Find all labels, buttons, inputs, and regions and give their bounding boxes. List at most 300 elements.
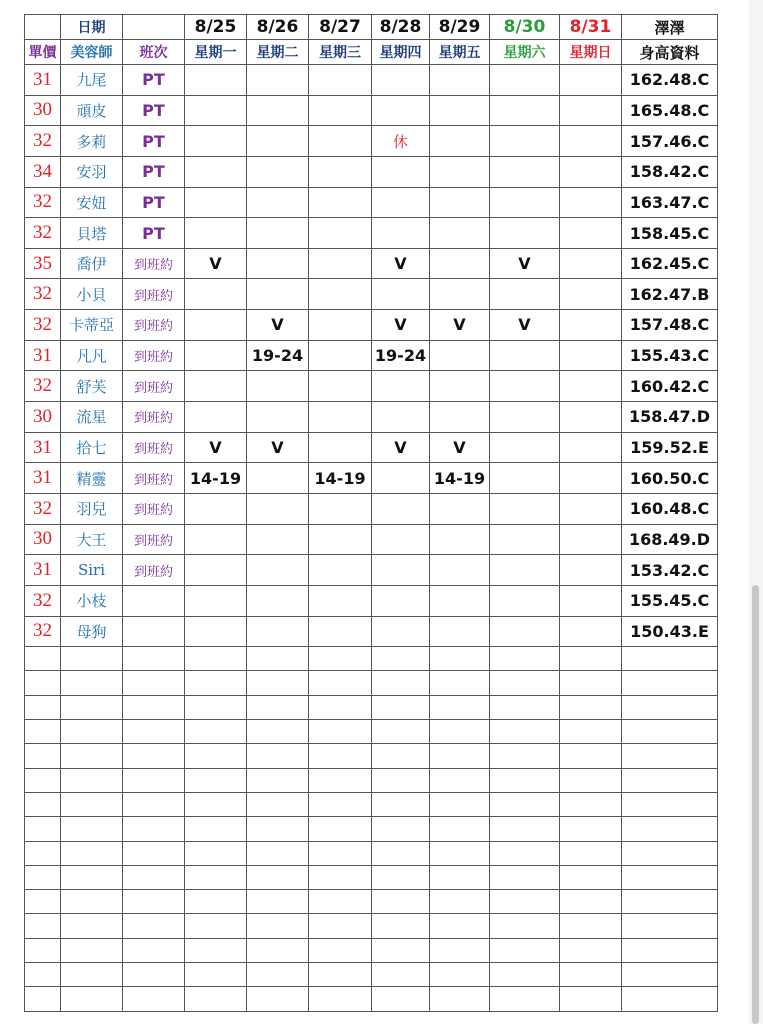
stylist-name-cell: 卡蒂亞 bbox=[61, 310, 123, 341]
day-cell bbox=[490, 432, 560, 463]
day-cell bbox=[490, 218, 560, 249]
date-header: 8/29 bbox=[430, 15, 490, 40]
day-cell bbox=[185, 65, 247, 96]
day-cell bbox=[247, 493, 309, 524]
day-cell bbox=[490, 402, 560, 433]
weekday-header-saturday: 星期六 bbox=[490, 40, 560, 65]
day-cell bbox=[372, 279, 430, 310]
day-cell bbox=[309, 156, 372, 187]
blank-cell bbox=[490, 865, 560, 889]
day-cell bbox=[309, 65, 372, 96]
blank-cell bbox=[490, 817, 560, 841]
blank-cell bbox=[430, 865, 490, 889]
blank-row bbox=[25, 890, 718, 914]
blank-cell bbox=[123, 914, 185, 938]
blank-cell bbox=[185, 938, 247, 962]
day-cell bbox=[372, 616, 430, 647]
day-cell bbox=[430, 555, 490, 586]
height-cell: 155.45.C bbox=[622, 585, 718, 616]
day-cell: V bbox=[247, 310, 309, 341]
blank-cell bbox=[185, 865, 247, 889]
shift-cell: PT bbox=[123, 187, 185, 218]
height-cell: 150.43.E bbox=[622, 616, 718, 647]
blank-cell bbox=[490, 768, 560, 792]
blank-cell bbox=[123, 817, 185, 841]
blank-row bbox=[25, 817, 718, 841]
day-cell bbox=[560, 65, 622, 96]
day-cell bbox=[430, 187, 490, 218]
price-cell: 30 bbox=[25, 402, 61, 433]
blank-cell bbox=[309, 841, 372, 865]
blank-cell bbox=[309, 720, 372, 744]
blank-cell bbox=[247, 841, 309, 865]
shift-cell bbox=[123, 585, 185, 616]
blank-cell bbox=[185, 890, 247, 914]
blank-cell bbox=[309, 987, 372, 1011]
day-cell bbox=[430, 585, 490, 616]
day-cell: 19-24 bbox=[247, 340, 309, 371]
day-cell bbox=[372, 187, 430, 218]
blank-cell bbox=[309, 817, 372, 841]
day-cell bbox=[560, 432, 622, 463]
price-cell: 32 bbox=[25, 493, 61, 524]
height-cell: 158.42.C bbox=[622, 156, 718, 187]
weekday-header: 星期四 bbox=[372, 40, 430, 65]
day-cell: 14-19 bbox=[309, 463, 372, 494]
blank-cell bbox=[430, 768, 490, 792]
blank-cell bbox=[309, 890, 372, 914]
blank-cell bbox=[622, 792, 718, 816]
day-cell bbox=[560, 371, 622, 402]
day-cell bbox=[185, 156, 247, 187]
day-cell bbox=[430, 156, 490, 187]
blank-cell bbox=[372, 744, 430, 768]
day-cell bbox=[247, 95, 309, 126]
date-header: 8/26 bbox=[247, 15, 309, 40]
day-cell bbox=[430, 65, 490, 96]
blank-cell bbox=[490, 841, 560, 865]
day-cell bbox=[560, 402, 622, 433]
stylist-name-cell: 流星 bbox=[61, 402, 123, 433]
height-cell: 162.47.B bbox=[622, 279, 718, 310]
staff-row bbox=[25, 95, 718, 126]
header-row-dates bbox=[25, 15, 718, 40]
height-cell: 163.47.C bbox=[622, 187, 718, 218]
blank-cell bbox=[430, 647, 490, 671]
day-cell bbox=[372, 65, 430, 96]
day-cell bbox=[185, 187, 247, 218]
blank-cell bbox=[372, 817, 430, 841]
blank-cell bbox=[25, 768, 61, 792]
stylist-name-cell: 貝塔 bbox=[61, 218, 123, 249]
day-cell bbox=[430, 340, 490, 371]
blank-cell bbox=[123, 744, 185, 768]
blank-cell bbox=[247, 938, 309, 962]
day-cell bbox=[185, 524, 247, 555]
stylist-name-cell: 拾七 bbox=[61, 432, 123, 463]
blank-cell bbox=[309, 647, 372, 671]
blank-cell bbox=[560, 987, 622, 1011]
day-cell bbox=[309, 340, 372, 371]
blank-cell bbox=[61, 720, 123, 744]
blank-row bbox=[25, 938, 718, 962]
day-cell bbox=[372, 95, 430, 126]
day-cell bbox=[247, 65, 309, 96]
day-cell bbox=[430, 95, 490, 126]
day-cell bbox=[247, 585, 309, 616]
blank-row bbox=[25, 865, 718, 889]
weekday-header: 星期三 bbox=[309, 40, 372, 65]
blank-cell bbox=[560, 647, 622, 671]
day-cell bbox=[560, 493, 622, 524]
blank-cell bbox=[185, 987, 247, 1011]
day-cell bbox=[372, 463, 430, 494]
blank-cell bbox=[247, 890, 309, 914]
blank-cell bbox=[247, 792, 309, 816]
day-cell bbox=[185, 126, 247, 157]
blank-cell bbox=[309, 792, 372, 816]
day-cell bbox=[490, 524, 560, 555]
day-cell bbox=[430, 126, 490, 157]
blank-cell bbox=[61, 865, 123, 889]
blank-cell bbox=[61, 817, 123, 841]
stylist-name-cell: 精靈 bbox=[61, 463, 123, 494]
day-cell bbox=[490, 65, 560, 96]
blank-cell bbox=[372, 792, 430, 816]
height-label: 身高資料 bbox=[622, 40, 718, 65]
blank-cell bbox=[560, 841, 622, 865]
blank-cell bbox=[490, 647, 560, 671]
staff-row bbox=[25, 555, 718, 586]
day-cell bbox=[490, 95, 560, 126]
day-cell bbox=[372, 524, 430, 555]
stylist-label: 美容師 bbox=[61, 40, 123, 65]
blank-cell bbox=[490, 720, 560, 744]
blank-cell bbox=[25, 695, 61, 719]
blank-cell bbox=[309, 744, 372, 768]
scrollbar-thumb[interactable] bbox=[752, 585, 759, 1024]
day-cell: 14-19 bbox=[185, 463, 247, 494]
day-cell bbox=[309, 279, 372, 310]
shift-cell: PT bbox=[123, 126, 185, 157]
day-cell bbox=[247, 248, 309, 279]
price-cell: 30 bbox=[25, 524, 61, 555]
blank-cell bbox=[372, 647, 430, 671]
blank-cell bbox=[622, 841, 718, 865]
day-cell: V bbox=[490, 248, 560, 279]
price-cell: 32 bbox=[25, 126, 61, 157]
blank-cell bbox=[372, 841, 430, 865]
stylist-name-cell: 多莉 bbox=[61, 126, 123, 157]
blank-cell bbox=[185, 720, 247, 744]
price-cell: 32 bbox=[25, 616, 61, 647]
blank-cell bbox=[372, 914, 430, 938]
blank-cell bbox=[123, 768, 185, 792]
blank-cell bbox=[560, 817, 622, 841]
day-cell bbox=[372, 156, 430, 187]
day-cell bbox=[490, 493, 560, 524]
day-cell bbox=[560, 524, 622, 555]
day-cell bbox=[560, 248, 622, 279]
day-cell bbox=[430, 524, 490, 555]
price-cell: 32 bbox=[25, 310, 61, 341]
price-cell: 31 bbox=[25, 463, 61, 494]
day-cell bbox=[309, 248, 372, 279]
blank-cell bbox=[430, 671, 490, 695]
day-cell bbox=[309, 493, 372, 524]
blank-cell bbox=[25, 720, 61, 744]
day-cell bbox=[247, 402, 309, 433]
day-cell bbox=[185, 279, 247, 310]
day-cell bbox=[185, 371, 247, 402]
height-cell: 160.48.C bbox=[622, 493, 718, 524]
day-cell bbox=[372, 555, 430, 586]
blank-cell bbox=[123, 938, 185, 962]
shift-cell: 到班約 bbox=[123, 340, 185, 371]
blank-cell bbox=[622, 744, 718, 768]
price-cell: 31 bbox=[25, 555, 61, 586]
stylist-name-cell: 安羽 bbox=[61, 156, 123, 187]
shift-cell: 到班約 bbox=[123, 371, 185, 402]
blank-cell bbox=[61, 647, 123, 671]
staff-row bbox=[25, 463, 718, 494]
day-cell bbox=[430, 218, 490, 249]
stylist-name-cell: 羽兒 bbox=[61, 493, 123, 524]
stylist-name-cell: 小枝 bbox=[61, 585, 123, 616]
day-cell bbox=[309, 126, 372, 157]
blank-cell bbox=[25, 890, 61, 914]
blank-cell bbox=[247, 671, 309, 695]
shift-cell: PT bbox=[123, 95, 185, 126]
date-header-sunday: 8/31 bbox=[560, 15, 622, 40]
blank-cell bbox=[622, 987, 718, 1011]
blank-cell bbox=[490, 890, 560, 914]
day-cell: 19-24 bbox=[372, 340, 430, 371]
day-cell bbox=[247, 524, 309, 555]
blank-cell bbox=[560, 768, 622, 792]
day-cell: 休 bbox=[372, 126, 430, 157]
blank-cell bbox=[185, 671, 247, 695]
day-cell: V bbox=[430, 432, 490, 463]
blank-cell bbox=[61, 938, 123, 962]
day-cell bbox=[309, 585, 372, 616]
day-cell bbox=[185, 310, 247, 341]
blank-cell bbox=[309, 914, 372, 938]
blank-cell bbox=[560, 963, 622, 987]
blank-cell bbox=[185, 914, 247, 938]
day-cell bbox=[490, 555, 560, 586]
blank-cell bbox=[430, 987, 490, 1011]
blank-cell bbox=[490, 695, 560, 719]
day-cell bbox=[560, 585, 622, 616]
day-cell bbox=[490, 279, 560, 310]
day-cell bbox=[560, 555, 622, 586]
blank-cell bbox=[25, 744, 61, 768]
shift-cell: 到班約 bbox=[123, 463, 185, 494]
day-cell bbox=[560, 310, 622, 341]
day-cell bbox=[309, 187, 372, 218]
blank-cell bbox=[61, 671, 123, 695]
day-cell bbox=[490, 463, 560, 494]
day-cell: V bbox=[247, 432, 309, 463]
day-cell bbox=[490, 187, 560, 218]
blank-cell bbox=[560, 792, 622, 816]
blank-row bbox=[25, 744, 718, 768]
day-cell: V bbox=[372, 432, 430, 463]
day-cell bbox=[309, 432, 372, 463]
date-header: 8/25 bbox=[185, 15, 247, 40]
blank-cell bbox=[430, 963, 490, 987]
day-cell bbox=[247, 555, 309, 586]
price-cell: 30 bbox=[25, 95, 61, 126]
stylist-name-cell: 凡凡 bbox=[61, 340, 123, 371]
blank-cell bbox=[622, 914, 718, 938]
day-cell bbox=[185, 340, 247, 371]
blank-cell bbox=[622, 938, 718, 962]
day-cell bbox=[490, 585, 560, 616]
blank-cell bbox=[372, 987, 430, 1011]
blank-cell bbox=[25, 914, 61, 938]
blank-cell bbox=[61, 792, 123, 816]
day-cell bbox=[430, 493, 490, 524]
blank-cell bbox=[61, 695, 123, 719]
day-cell bbox=[490, 340, 560, 371]
day-cell bbox=[430, 248, 490, 279]
price-label: 單價 bbox=[25, 40, 61, 65]
weekday-header: 星期一 bbox=[185, 40, 247, 65]
day-cell bbox=[560, 156, 622, 187]
height-cell: 168.49.D bbox=[622, 524, 718, 555]
staff-row bbox=[25, 524, 718, 555]
price-cell: 31 bbox=[25, 432, 61, 463]
day-cell bbox=[490, 126, 560, 157]
date-header: 8/27 bbox=[309, 15, 372, 40]
stylist-name-cell: 母狗 bbox=[61, 616, 123, 647]
shift-cell: 到班約 bbox=[123, 493, 185, 524]
blank-cell bbox=[61, 914, 123, 938]
blank-cell bbox=[430, 792, 490, 816]
blank-cell bbox=[372, 671, 430, 695]
price-cell: 32 bbox=[25, 187, 61, 218]
blank-cell bbox=[372, 720, 430, 744]
blank-cell bbox=[622, 817, 718, 841]
height-cell: 162.48.C bbox=[622, 65, 718, 96]
staff-row bbox=[25, 126, 718, 157]
day-cell bbox=[560, 279, 622, 310]
stylist-name-cell: 大王 bbox=[61, 524, 123, 555]
blank-cell bbox=[309, 938, 372, 962]
blank-cell bbox=[25, 841, 61, 865]
blank-cell bbox=[185, 792, 247, 816]
blank-cell bbox=[247, 914, 309, 938]
day-cell bbox=[560, 95, 622, 126]
blank-cell bbox=[622, 671, 718, 695]
day-cell bbox=[247, 126, 309, 157]
day-cell: V bbox=[185, 248, 247, 279]
blank-cell bbox=[560, 695, 622, 719]
blank-cell bbox=[622, 963, 718, 987]
shift-cell: 到班約 bbox=[123, 279, 185, 310]
height-cell: 159.52.E bbox=[622, 432, 718, 463]
height-cell: 158.45.C bbox=[622, 218, 718, 249]
blank-cell bbox=[622, 720, 718, 744]
blank-cell bbox=[123, 865, 185, 889]
staff-row bbox=[25, 218, 718, 249]
day-cell bbox=[247, 616, 309, 647]
height-cell: 157.46.C bbox=[622, 126, 718, 157]
blank-row bbox=[25, 768, 718, 792]
blank-cell bbox=[622, 695, 718, 719]
blank-cell bbox=[123, 963, 185, 987]
blank-cell bbox=[309, 695, 372, 719]
blank-cell bbox=[25, 865, 61, 889]
blank-cell bbox=[61, 744, 123, 768]
blank-cell bbox=[123, 987, 185, 1011]
blank-cell bbox=[560, 890, 622, 914]
person-label: 澤澤 bbox=[622, 15, 718, 40]
date-header: 8/28 bbox=[372, 15, 430, 40]
height-cell: 157.48.C bbox=[622, 310, 718, 341]
height-cell: 153.42.C bbox=[622, 555, 718, 586]
day-cell: V bbox=[185, 432, 247, 463]
shift-cell: 到班約 bbox=[123, 310, 185, 341]
shift-cell bbox=[123, 616, 185, 647]
blank-cell bbox=[61, 963, 123, 987]
blank-cell bbox=[560, 865, 622, 889]
blank-cell bbox=[185, 841, 247, 865]
day-cell bbox=[309, 371, 372, 402]
day-cell bbox=[560, 187, 622, 218]
day-cell bbox=[309, 310, 372, 341]
blank-cell bbox=[560, 744, 622, 768]
shift-cell: 到班約 bbox=[123, 555, 185, 586]
blank-cell bbox=[430, 890, 490, 914]
blank-cell bbox=[185, 768, 247, 792]
price-cell: 32 bbox=[25, 279, 61, 310]
day-cell bbox=[430, 402, 490, 433]
price-cell: 34 bbox=[25, 156, 61, 187]
blank-cell bbox=[247, 647, 309, 671]
blank-row bbox=[25, 671, 718, 695]
date-label: 日期 bbox=[61, 15, 123, 40]
day-cell bbox=[372, 493, 430, 524]
staff-row bbox=[25, 616, 718, 647]
blank-cell bbox=[372, 938, 430, 962]
day-cell bbox=[430, 279, 490, 310]
day-cell: 14-19 bbox=[430, 463, 490, 494]
blank-cell bbox=[25, 792, 61, 816]
blank-cell bbox=[622, 865, 718, 889]
staff-row bbox=[25, 65, 718, 96]
staff-row bbox=[25, 432, 718, 463]
blank-cell bbox=[185, 963, 247, 987]
staff-row bbox=[25, 248, 718, 279]
height-cell: 165.48.C bbox=[622, 95, 718, 126]
blank-cell bbox=[309, 768, 372, 792]
blank-cell bbox=[247, 817, 309, 841]
height-cell: 155.43.C bbox=[622, 340, 718, 371]
day-cell bbox=[185, 555, 247, 586]
blank-row bbox=[25, 914, 718, 938]
price-cell: 32 bbox=[25, 585, 61, 616]
price-cell: 32 bbox=[25, 218, 61, 249]
day-cell bbox=[309, 616, 372, 647]
day-cell bbox=[372, 371, 430, 402]
blank-cell bbox=[247, 720, 309, 744]
blank-cell bbox=[247, 865, 309, 889]
shift-cell: PT bbox=[123, 156, 185, 187]
day-cell bbox=[309, 524, 372, 555]
